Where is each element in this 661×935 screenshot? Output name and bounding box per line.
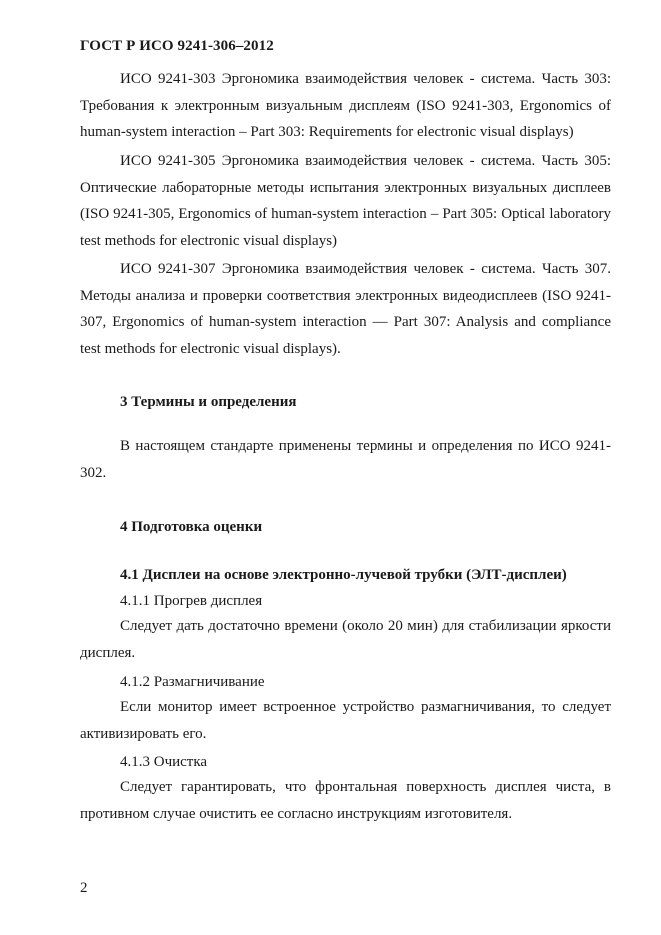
- page-number: 2: [80, 880, 88, 896]
- section-4-1-1-title: 4.1.1 Прогрев дисплея: [120, 593, 263, 609]
- document-header-title: ГОСТ Р ИСО 9241-306–2012: [80, 38, 274, 54]
- reference-iso-9241-307: ИСО 9241-307 Эргономика взаимодействия человек - система. Часть 307. Методы анализа и проверки соответствия электронных видеодисплеев (ISO 9241-307, Ergonomics of human-system interaction — Part 307: Analysis and compliance test methods for electronic visual displays).: [80, 261, 611, 357]
- section-4-1-2-text: Если монитор имеет встроенное устройство размагничивания, то следует активизировать его.: [80, 699, 611, 742]
- section-4-1-heading: 4.1 Дисплеи на основе электронно-лучевой трубки (ЭЛТ-дисплеи): [120, 567, 567, 583]
- section-4-1-3-title: 4.1.3 Очистка: [120, 754, 208, 770]
- section-4-1-1-text: Следует дать достаточно времени (около 20 мин) для стабилизации яркости дисплея.: [80, 618, 611, 661]
- section-3-heading: 3 Термины и определения: [120, 394, 297, 410]
- section-4-1-2-title: 4.1.2 Размагничивание: [120, 674, 265, 690]
- reference-iso-9241-303: ИСО 9241-303 Эргономика взаимодействия человек - система. Часть 303: Требования к электронным визуальным дисплеям (ISO 9241-303, Ergonomics of human-system interaction – Part 303: Requirements for electronic visual displays): [80, 71, 611, 140]
- section-4-1-3-text: Следует гарантировать, что фронтальная поверхность дисплея чиста, в противном случае очистить ее согласно инструкциям изготовителя.: [80, 779, 611, 822]
- section-4-heading: 4 Подготовка оценки: [120, 519, 263, 535]
- reference-iso-9241-305: ИСО 9241-305 Эргономика взаимодействия человек - система. Часть 305: Оптические лабораторные методы испытания электронных визуальных дисплеев (ISO 9241-305, Ergonomics of human-system interaction – Part 305: Optical laboratory test methods for electronic visual displays): [80, 153, 611, 249]
- section-3-text: В настоящем стандарте применены термины и определения по ИСО 9241-302.: [80, 438, 611, 481]
